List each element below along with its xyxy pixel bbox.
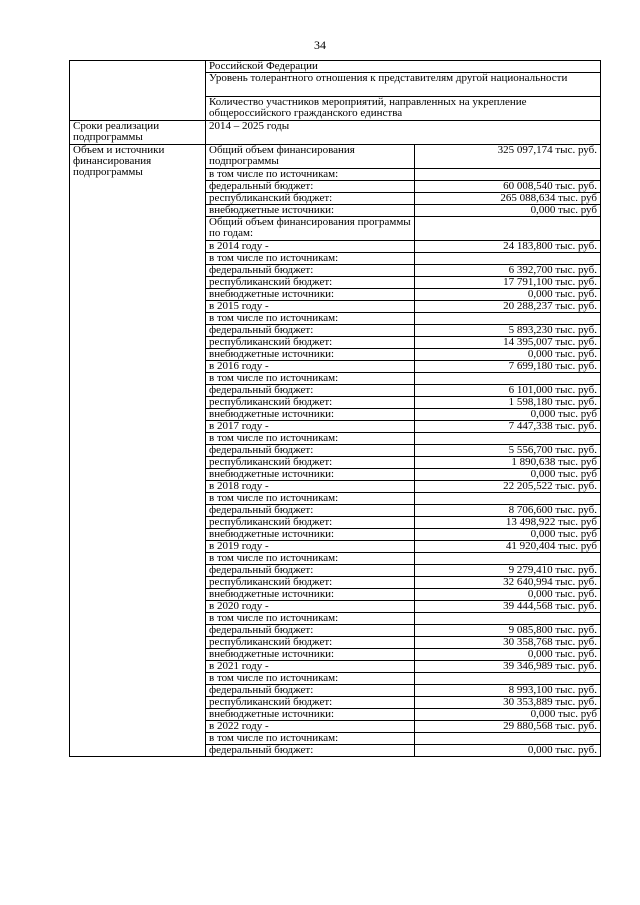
finance-label: Объем и источники финансирования подпрограммы: [70, 145, 206, 757]
finance-item-amount: 6 392,700 тыс. руб.: [415, 265, 601, 277]
indicator-cell: Количество участников мероприятий, направленных на укрепление общероссийского гражданского единства: [206, 97, 601, 121]
finance-item-amount: 20 288,237 тыс. руб.: [415, 301, 601, 313]
table-row: [70, 121, 601, 145]
finance-item-amount: 5 893,230 тыс. руб.: [415, 325, 601, 337]
finance-item-amount: 39 346,989 тыс. руб.: [415, 661, 601, 673]
finance-item-label: внебюджетные источники:: [206, 469, 415, 481]
finance-item-amount: 14 395,007 тыс. руб.: [415, 337, 601, 349]
finance-item-label: республиканский бюджет:: [206, 337, 415, 349]
finance-item-amount: [415, 217, 601, 241]
finance-item-amount: [415, 673, 601, 685]
finance-row: [70, 145, 601, 169]
finance-item-amount: [415, 373, 601, 385]
finance-item-label: в том числе по источникам:: [206, 493, 415, 505]
finance-item-amount: 17 791,100 тыс. руб.: [415, 277, 601, 289]
finance-item-label: в 2019 году -: [206, 541, 415, 553]
finance-item-label: внебюджетные источники:: [206, 409, 415, 421]
finance-item-amount: 8 993,100 тыс. руб.: [415, 685, 601, 697]
finance-item-amount: 0,000 тыс. руб.: [415, 289, 601, 301]
finance-item-label: Общий объем финансирования подпрограммы: [206, 145, 415, 169]
finance-item-label: федеральный бюджет:: [206, 625, 415, 637]
finance-item-label: республиканский бюджет:: [206, 637, 415, 649]
finance-item-amount: 41 920,404 тыс. руб: [415, 541, 601, 553]
finance-item-amount: 0,000 тыс. руб: [415, 709, 601, 721]
finance-item-amount: [415, 553, 601, 565]
finance-item-label: в том числе по источникам:: [206, 373, 415, 385]
finance-item-label: в 2017 году -: [206, 421, 415, 433]
finance-item-label: в том числе по источникам:: [206, 313, 415, 325]
finance-item-amount: 9 085,800 тыс. руб.: [415, 625, 601, 637]
period-value: 2014 – 2025 годы: [206, 121, 601, 145]
finance-item-label: республиканский бюджет:: [206, 277, 415, 289]
finance-item-label: федеральный бюджет:: [206, 181, 415, 193]
finance-item-label: федеральный бюджет:: [206, 565, 415, 577]
finance-item-amount: [415, 733, 601, 745]
finance-item-amount: 22 205,522 тыс. руб.: [415, 481, 601, 493]
finance-item-amount: 6 101,000 тыс. руб.: [415, 385, 601, 397]
finance-item-label: в 2020 году -: [206, 601, 415, 613]
table-row: [70, 61, 601, 73]
finance-item-label: федеральный бюджет:: [206, 685, 415, 697]
finance-item-amount: 9 279,410 тыс. руб.: [415, 565, 601, 577]
finance-item-amount: 0,000 тыс. руб.: [415, 589, 601, 601]
finance-item-label: внебюджетные источники:: [206, 709, 415, 721]
finance-item-amount: [415, 433, 601, 445]
finance-item-amount: 0,000 тыс. руб: [415, 529, 601, 541]
finance-item-label: республиканский бюджет:: [206, 577, 415, 589]
finance-item-label: республиканский бюджет:: [206, 697, 415, 709]
finance-item-amount: 8 706,600 тыс. руб.: [415, 505, 601, 517]
finance-item-label: в том числе по источникам:: [206, 673, 415, 685]
finance-item-label: Общий объем финансирования программы по годам:: [206, 217, 415, 241]
finance-item-label: внебюджетные источники:: [206, 529, 415, 541]
finance-item-label: в том числе по источникам:: [206, 613, 415, 625]
finance-item-amount: 30 353,889 тыс. руб.: [415, 697, 601, 709]
finance-item-label: в том числе по источникам:: [206, 553, 415, 565]
finance-item-amount: 325 097,174 тыс. руб.: [415, 145, 601, 169]
finance-item-amount: [415, 613, 601, 625]
finance-item-amount: 0,000 тыс. руб.: [415, 745, 601, 757]
finance-item-amount: 30 358,768 тыс. руб.: [415, 637, 601, 649]
finance-item-amount: 0,000 тыс. руб.: [415, 349, 601, 361]
finance-item-amount: 0,000 тыс. руб.: [415, 649, 601, 661]
finance-item-label: в 2021 году -: [206, 661, 415, 673]
finance-item-label: республиканский бюджет:: [206, 457, 415, 469]
finance-item-label: внебюджетные источники:: [206, 649, 415, 661]
finance-item-label: в 2022 году -: [206, 721, 415, 733]
table-body: [70, 61, 601, 757]
finance-item-label: республиканский бюджет:: [206, 193, 415, 205]
finance-item-amount: [415, 169, 601, 181]
finance-item-label: федеральный бюджет:: [206, 445, 415, 457]
finance-item-label: в том числе по источникам:: [206, 253, 415, 265]
period-label: Сроки реализации подпрограммы: [70, 121, 206, 145]
finance-item-amount: 60 008,540 тыс. руб.: [415, 181, 601, 193]
finance-item-amount: 0,000 тыс. руб: [415, 409, 601, 421]
finance-item-label: федеральный бюджет:: [206, 265, 415, 277]
empty-label-cell: [70, 61, 206, 121]
finance-item-label: федеральный бюджет:: [206, 745, 415, 757]
finance-item-label: федеральный бюджет:: [206, 385, 415, 397]
finance-item-amount: 265 088,634 тыс. руб: [415, 193, 601, 205]
finance-item-label: в том числе по источникам:: [206, 733, 415, 745]
finance-item-label: внебюджетные источники:: [206, 349, 415, 361]
indicator-cell: Российской Федерации: [206, 61, 601, 73]
finance-item-label: в том числе по источникам:: [206, 433, 415, 445]
finance-item-label: республиканский бюджет:: [206, 517, 415, 529]
finance-item-amount: [415, 313, 601, 325]
finance-item-label: федеральный бюджет:: [206, 505, 415, 517]
finance-item-label: в том числе по источникам:: [206, 169, 415, 181]
finance-item-label: республиканский бюджет:: [206, 397, 415, 409]
page-number: 34: [314, 38, 326, 52]
finance-item-amount: 39 444,568 тыс. руб.: [415, 601, 601, 613]
finance-item-amount: 29 880,568 тыс. руб.: [415, 721, 601, 733]
finance-item-amount: 5 556,700 тыс. руб.: [415, 445, 601, 457]
indicator-cell: Уровень толерантного отношения к представителям другой национальности: [206, 73, 601, 97]
finance-item-label: внебюджетные источники:: [206, 289, 415, 301]
finance-item-amount: 32 640,994 тыс. руб.: [415, 577, 601, 589]
finance-item-amount: [415, 253, 601, 265]
finance-item-amount: 7 447,338 тыс. руб.: [415, 421, 601, 433]
finance-item-label: в 2016 году -: [206, 361, 415, 373]
finance-item-amount: 0,000 тыс. руб: [415, 205, 601, 217]
finance-item-label: в 2018 году -: [206, 481, 415, 493]
finance-item-label: федеральный бюджет:: [206, 325, 415, 337]
finance-item-label: в 2015 году -: [206, 301, 415, 313]
finance-item-amount: 0,000 тыс. руб: [415, 469, 601, 481]
finance-item-amount: [415, 493, 601, 505]
subprogram-passport-table: [69, 60, 601, 757]
finance-item-label: внебюджетные источники:: [206, 205, 415, 217]
finance-item-amount: 1 890,638 тыс. руб: [415, 457, 601, 469]
finance-item-amount: 1 598,180 тыс. руб.: [415, 397, 601, 409]
finance-item-label: внебюджетные источники:: [206, 589, 415, 601]
finance-item-amount: 13 498,922 тыс. руб: [415, 517, 601, 529]
finance-item-amount: 24 183,800 тыс. руб.: [415, 241, 601, 253]
finance-item-label: в 2014 году -: [206, 241, 415, 253]
finance-item-amount: 7 699,180 тыс. руб.: [415, 361, 601, 373]
